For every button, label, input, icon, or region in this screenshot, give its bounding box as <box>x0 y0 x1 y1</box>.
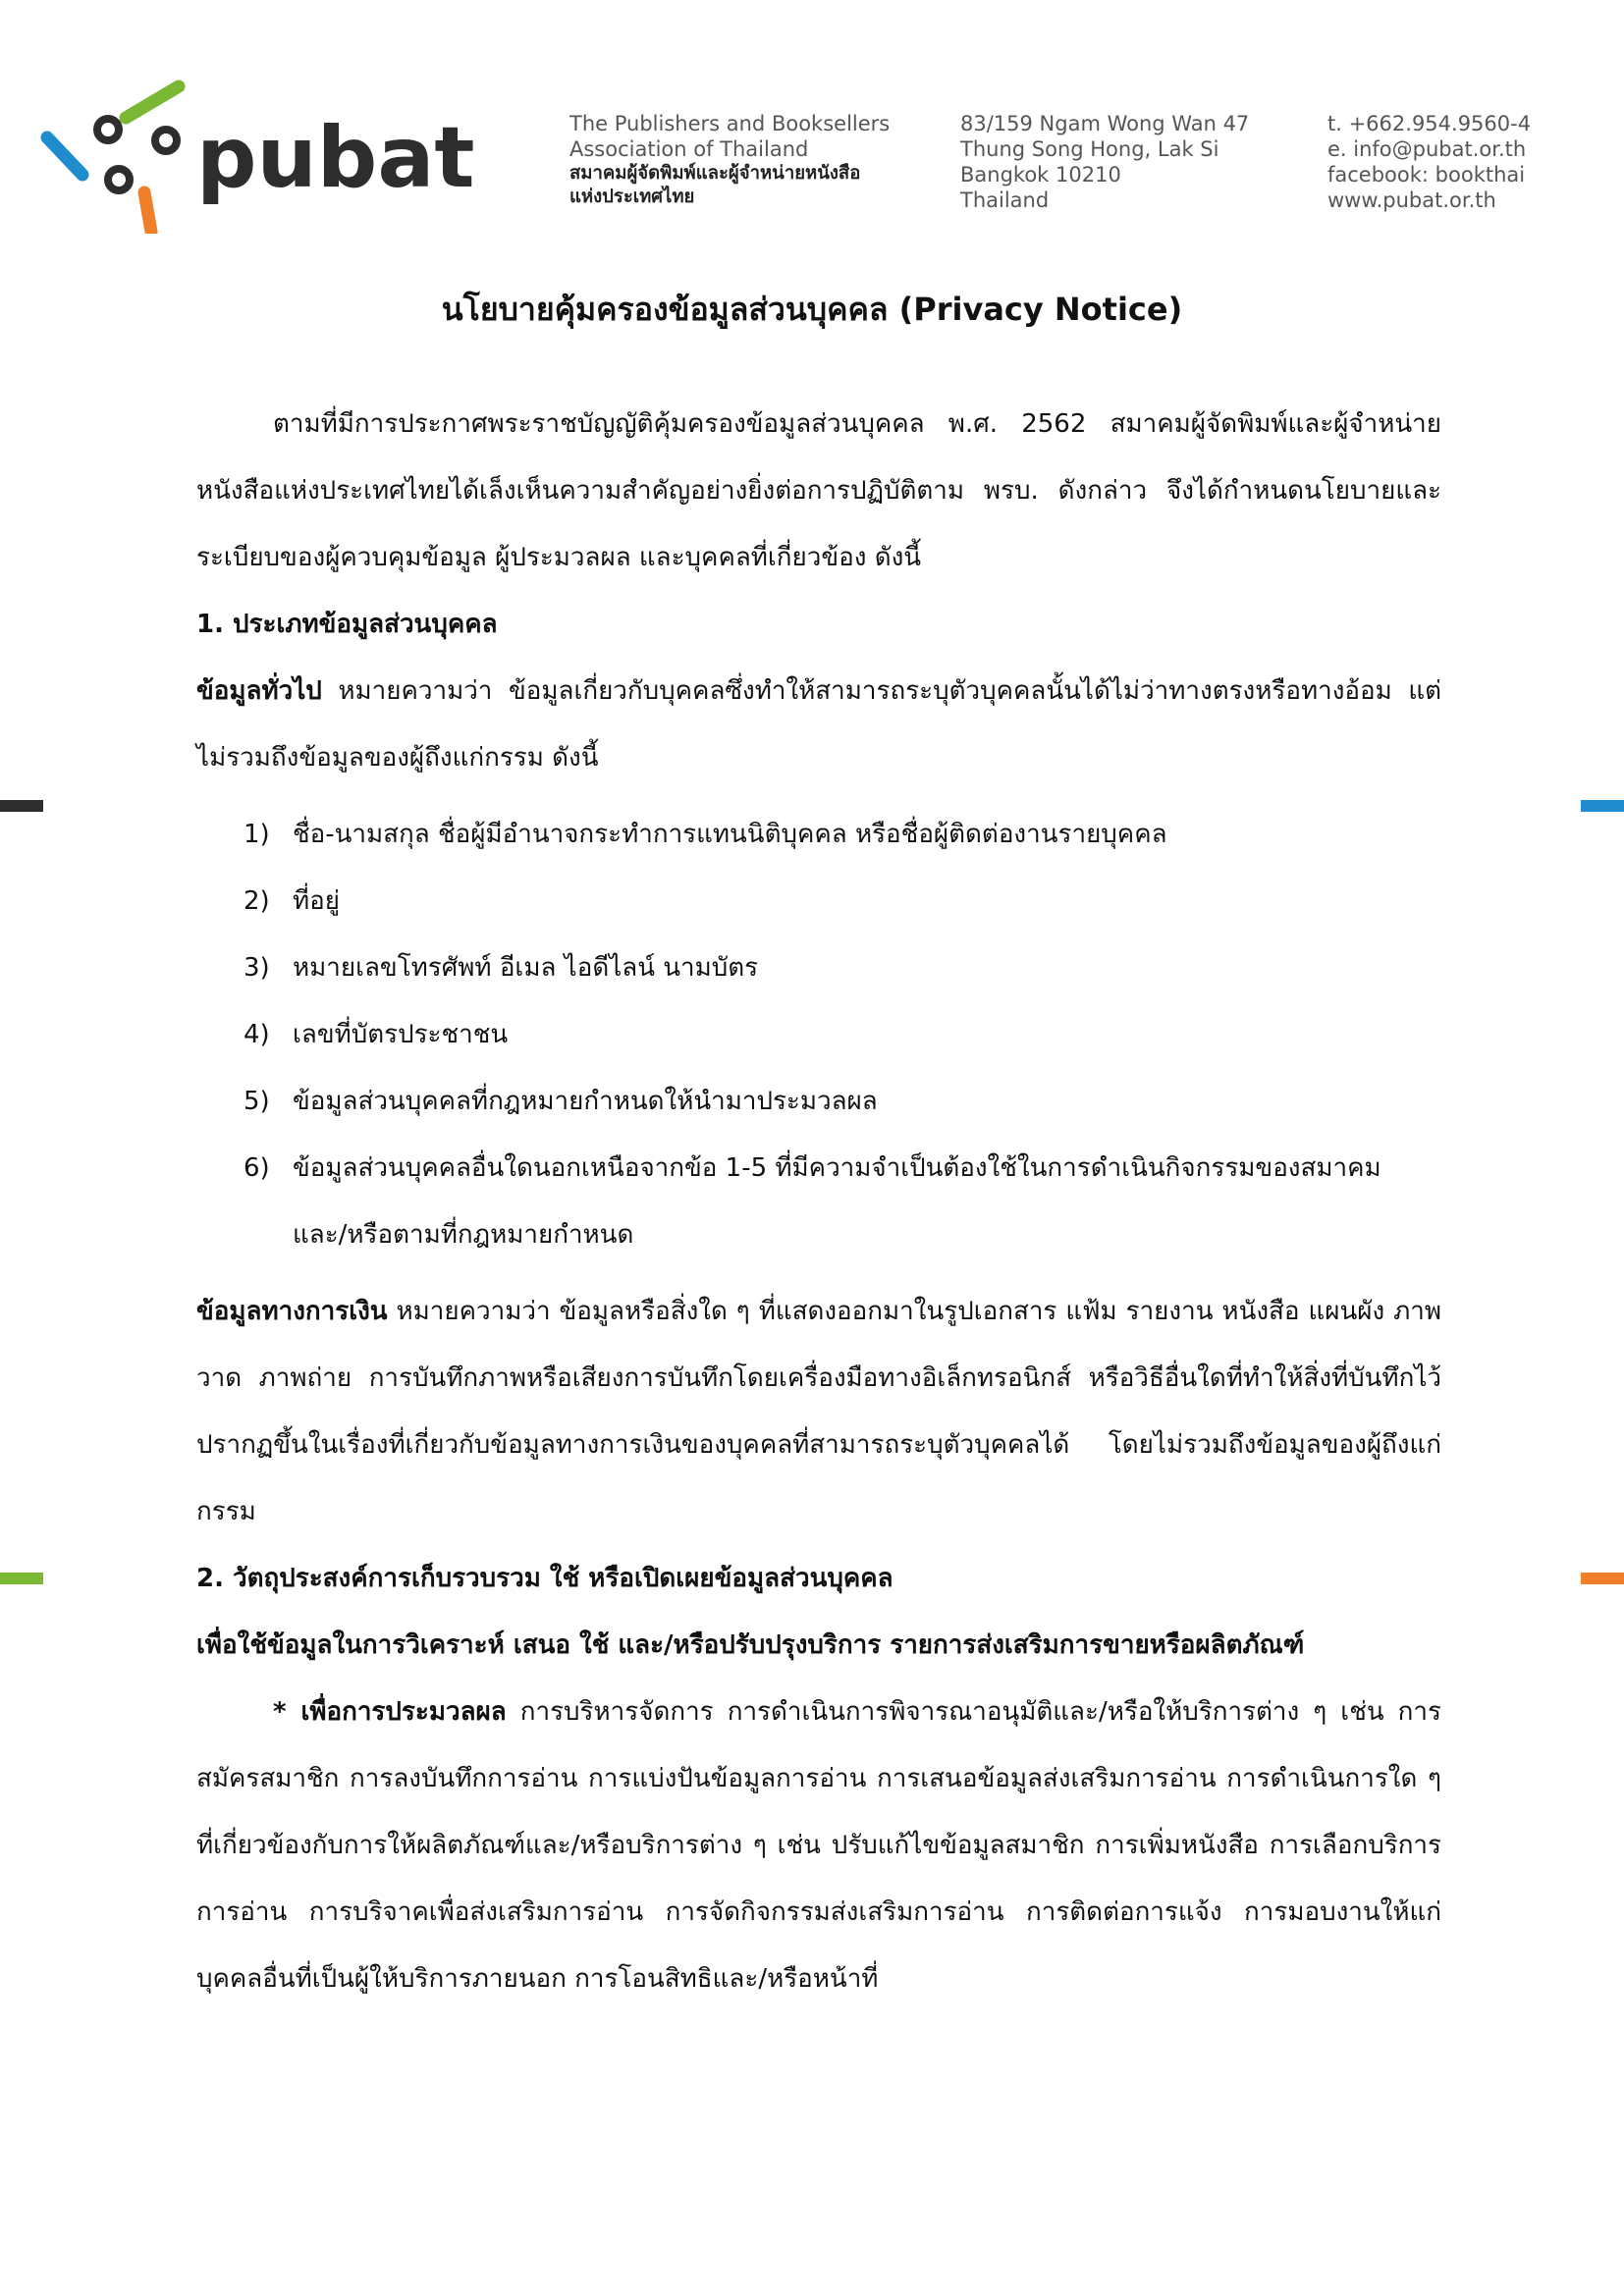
address-block <box>960 111 1249 213</box>
financial-data-paragraph <box>196 1278 1441 1545</box>
processing-definition: การบริหารจัดการ การดำเนินการพิจารณาอนุมัติและ/หรือให้บริการต่าง ๆ เช่น การสมัครสมาชิก การลงบันทึกการอ่าน การแบ่งปันข้อมูลการอ่าน การเสนอข้อมูลส่งเสริมการอ่าน การดำเนินการใด ๆ ที่เกี่ยวข้องกับการให้ผลิตภัณฑ์และ/หรือบริการต่าง ๆ เช่น ปรับแก้ไขข้อมูลสมาชิก การเพิ่มหนังสือ การเลือกบริการการอ่าน การบริจาคเพื่อส่งเสริมการอ่าน การจัดกิจกรรมส่งเสริมการอ่าน การติดต่อการแจ้ง การมอบงานให้แก่บุคคลอื่นที่เป็นผู้ให้บริการภายนอก การโอนสิทธิและ/หรือหน้าที่ <box>196 1697 1441 1994</box>
list-item <box>196 934 1441 1001</box>
list-item-text: เลขที่บัตรประชาชน <box>293 1020 509 1049</box>
processing-paragraph <box>196 1679 1441 2012</box>
list-item-text: ที่อยู่ <box>293 886 340 916</box>
general-data-list <box>196 801 1441 1268</box>
org-name-th-line2: แห่งประเทศไทย <box>569 187 695 207</box>
letterhead <box>0 0 1624 236</box>
intro-paragraph: ตามที่มีการประกาศพระราชบัญญัติคุ้มครองข้อมูลส่วนบุคคล พ.ศ. 2562 สมาคมผู้จัดพิมพ์และผู้จำหน่ายหนังสือแห่งประเทศไทยได้เล็งเห็นความสำคัญอย่างยิ่งต่อการปฏิบัติตาม พรบ. ดังกล่าว จึงได้กำหนดนโยบายและระเบียบของผู้ควบคุมข้อมูล ผู้ประมวลผล และบุคคลที่เกี่ยวข้อง ดังนี้ <box>196 409 1441 572</box>
list-item <box>196 1001 1441 1068</box>
list-item-text: หมายเลขโทรศัพท์ อีเมล ไอดีไลน์ นามบัตร <box>293 953 759 983</box>
list-item-text: ชื่อ-นามสกุล ชื่อผู้มีอำนาจกระทำการแทนนิติบุคคล หรือชื่อผู้ติดต่องานรายบุคคล <box>293 820 1167 849</box>
list-item <box>196 1135 1441 1268</box>
list-item-text: ข้อมูลส่วนบุคคลที่กฎหมายกำหนดให้นำมาประมวลผล <box>293 1087 878 1116</box>
general-data-paragraph <box>196 658 1441 791</box>
financial-data-definition: หมายความว่า ข้อมูลหรือสิ่งใด ๆ ที่แสดงออกมาในรูปเอกสาร แฟ้ม รายงาน หนังสือ แผนผัง ภาพวาด ภาพถ่าย การบันทึกภาพหรือเสียงการบันทึกโดยเครื่องมือทางอิเล็กทรอนิกส์ หรือวิธีอื่นใดที่ทำให้สิ่งที่บันทึกไว้ปรากฏขึ้นในเรื่องที่เกี่ยวกับข้อมูลทางการเงินของบุคคลที่สามารถระบุตัวบุคคลได้ โดยไม่รวมถึงข้อมูลของผู้ถึงแก่กรรม <box>196 1297 1441 1526</box>
org-name-en-line1: The Publishers and Booksellers <box>569 112 891 135</box>
contact-email[interactable]: e. info@pubat.or.th <box>1327 137 1527 161</box>
right-margin-mark-blue <box>1581 800 1624 812</box>
document-body <box>196 391 1441 2012</box>
list-item-number: 5) <box>244 1087 270 1116</box>
financial-data-term: ข้อมูลทางการเงิน <box>196 1297 388 1326</box>
list-item <box>196 801 1441 868</box>
contact-facebook[interactable]: facebook: bookthai <box>1327 163 1526 187</box>
org-name-th-line1: สมาคมผู้จัดพิมพ์และผู้จำหน่ายหนังสือ <box>569 163 861 184</box>
contact-website[interactable]: www.pubat.or.th <box>1327 188 1496 212</box>
contact-phone: t. +662.954.9560-4 <box>1327 112 1532 135</box>
processing-term: * เพื่อการประมวลผล <box>273 1697 507 1727</box>
list-item-number: 2) <box>244 886 270 916</box>
org-name-block <box>569 111 890 209</box>
section2-subheading: เพื่อใช้ข้อมูลในการวิเคราะห์ เสนอ ใช้ และ/หรือปรับปรุงบริการ รายการส่งเสริมการขายหรือผลิตภัณฑ์ <box>196 1630 1305 1660</box>
address-line4: Thailand <box>960 188 1050 212</box>
general-data-definition: หมายความว่า ข้อมูลเกี่ยวกับบุคคลซึ่งทำให้สามารถระบุตัวบุคคลนั้นได้ไม่ว่าทางตรงหรือทางอ้อม แต่ไม่รวมถึงข้อมูลของผู้ถึงแก่กรรม ดังนี้ <box>196 676 1441 773</box>
list-item-number: 6) <box>244 1153 270 1183</box>
list-item-text: ข้อมูลส่วนบุคคลอื่นใดนอกเหนือจากข้อ 1-5 ที่มีความจำเป็นต้องใช้ในการดำเนินกิจกรรมของสมาคม และ/หรือตามที่กฎหมายกำหนด <box>293 1153 1381 1250</box>
contact-block <box>1327 111 1531 213</box>
section2-heading: 2. วัตถุประสงค์การเก็บรวบรวม ใช้ หรือเปิดเผยข้อมูลส่วนบุคคล <box>196 1564 893 1593</box>
left-margin-mark-dark <box>0 800 43 812</box>
address-line1: 83/159 Ngam Wong Wan 47 <box>960 112 1250 135</box>
pubat-logo <box>39 77 481 234</box>
address-line2: Thung Song Hong, Lak Si <box>960 137 1219 161</box>
logo-wordmark: pubat <box>196 109 475 207</box>
address-line3: Bangkok 10210 <box>960 163 1121 187</box>
list-item-number: 4) <box>244 1020 270 1049</box>
list-item-number: 3) <box>244 953 270 983</box>
list-item-number: 1) <box>244 820 270 849</box>
left-margin-mark-green <box>0 1573 43 1584</box>
general-data-term: ข้อมูลทั่วไป <box>196 676 322 706</box>
right-margin-mark-orange <box>1581 1573 1624 1584</box>
org-name-en-line2: Association of Thailand <box>569 137 809 161</box>
document-title: นโยบายคุ้มครองข้อมูลส่วนบุคคล (Privacy Notice) <box>441 291 1183 328</box>
list-item <box>196 868 1441 934</box>
list-item <box>196 1068 1441 1135</box>
section1-heading: 1. ประเภทข้อมูลส่วนบุคคล <box>196 610 498 639</box>
